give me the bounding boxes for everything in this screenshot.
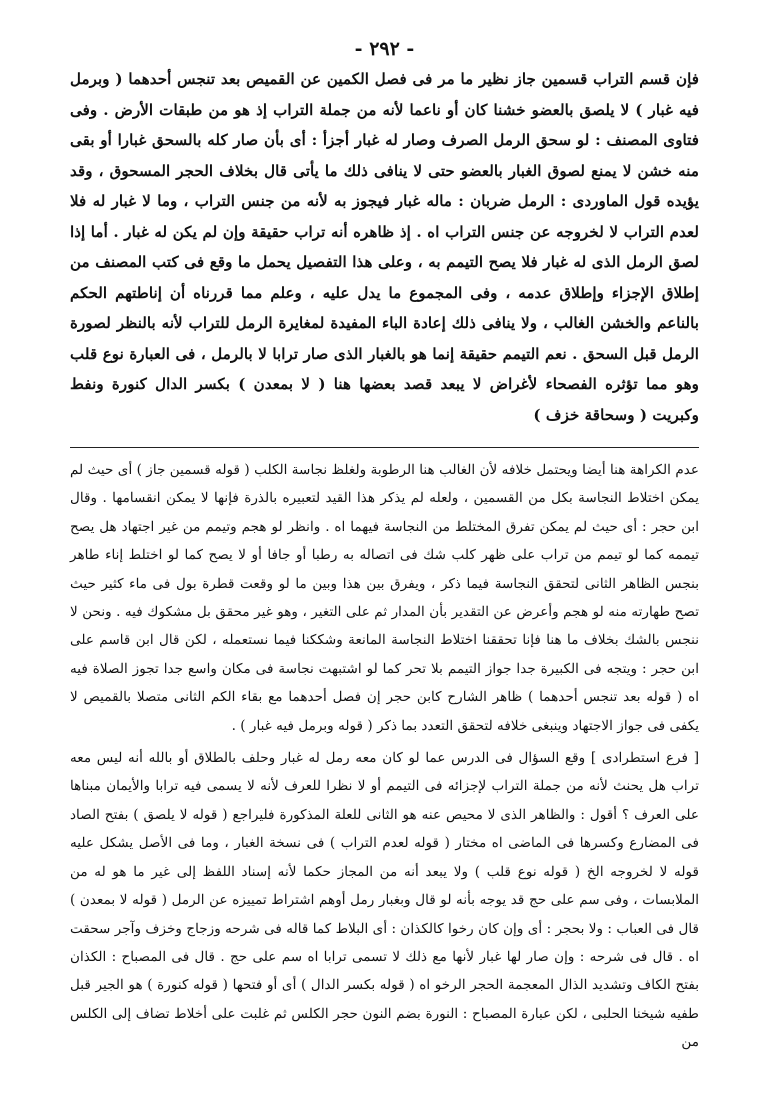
footnote-paragraph: [ فرع استطرادى ] وقع السؤال فى الدرس عما لو كان معه رمل له غبار وحلف بالطلاق أو بالله أنه ليس معه تراب هل يحنث لأنه من جملة التراب لإجزائه فى التيمم أو لا نظرا للعرف لأنه لا يسمى فيه ترابا والأيمان مبناها على العرف ؟ أقول : والظاهر الذى لا محيص عنه هو الثانى للعلة المذكورة فليراجع ( قوله لا يلصق ) بفتح الصاد فى المضارع وكسرها فى الماضى اه مختار ( قوله لعدم التراب ) فى نسخة الغبار ، وما فى الأصل يشكل عليه قوله لا لخروجه الخ ( قوله نوع قلب ) ولا يبعد أنه من المجاز حكما لأنه إسناد اللفظ إلى غير ما هو له من الملابسات ، وفى سم على حج قد يوجه بأنه لو قال وبغبار رمل أوهم اشتراط تمييزه عن الرمل ( قوله لا بمعدن ) قال فى العباب : ولا بحجر : أى وإن كان رخوا كالكذان : أى البلاط كما قاله فى شرحه وزجاج وخزف وآجر سحقت اه . قال فى شرحه : وإن صار لها غبار لأنها مع ذلك لا تسمى ترابا اه سم على حج . قال فى المصباح : الكذان بفتح الكاف وتشديد الذال المعجمة الحجر الرخو اه ( قوله بكسر الدال ) أى أو فتحها ( قوله كنورة ) هو الجير قبل طفيه شيخنا الحلبى ، لكن عبارة المصباح : النورة بضم النون حجر الكلس ثم غلبت على أخلاط تضاف إلى الكلس من [70,750,699,1051]
footnote-separator-rule [70,447,699,448]
footnote-paragraph: عدم الكراهة هنا أيضا ويحتمل خلافه لأن الغالب هنا الرطوبة ولغلظ نجاسة الكلب ( قوله قسمين جاز ) أى حيث لم يمكن اختلاط النجاسة بكل من القسمين ، ولعله لم يذكر هذا القيد لتعبيره بالذرة فإنها لا يمكن انقسامها . وقال ابن حجر : أى حيث لم يمكن تفرق المختلط من النجاسة فيهما اه . وانظر لو هجم وتيمم من غير اجتهاد هل يصح تيممه كما لو تيمم من تراب على ظهر كلب شك فى اتصاله به رطبا أو جافا أو لا يصح كما لو اختلط إناء طاهر بنجس الظاهر الثانى لتحقق النجاسة فيما ذكر ، ويفرق بين هذا وبين ما لو وقعت قطرة بول فى ماء كثير حيث تصح طهارته منه لو هجم وأعرض عن التقدير بأن المدار ثم على التغير ، وهو غير محقق بل مشكوك فيه . ونحن لا ننجس بالشك بخلاف ما هنا فإنا تحققنا اختلاط النجاسة المانعة وشككنا فيما نستعمله ، لكن قال ابن قاسم على ابن حجر : ويتجه فى الكبيرة جدا جواز التيمم بلا تحر كما لو اشتبهت نجاسة فى مكان واسع جدا تجوز الصلاة فيه اه ( قوله بعد تنجس أحدهما ) ظاهر الشارح كابن حجر إن فصل أحدهما مع بقاء الكم الثانى متصلا بالقميص لا يكفى فى جواز الاجتهاد وينبغى خلافه لتحقق التعدد بما ذكر ( قوله وبرمل فيه غبار ) . [70,462,699,734]
page-number: - ٢٩٢ - [354,38,415,60]
main-text-body [70,64,699,430]
footnotes-body [70,456,699,1057]
main-paragraph: فإن قسم التراب قسمين جاز نظير ما مر فى فصل الكمين عن القميص بعد تنجس أحدهما ( وبرمل فيه غبار ) لا يلصق بالعضو خشنا كان أو ناعما لأنه من جملة التراب إذ هو من طبقات الأرض . وفى فتاوى المصنف : لو سحق الرمل الصرف وصار له غبار أجزأ : أى بأن صار كله بالسحق غبارا أو بقى منه خشن لا يمنع لصوق الغبار بالعضو حتى لا ينافى ذلك ما يأتى قال بخلاف الحجر المسحوق ، وقد يؤيده قول الماوردى : الرمل ضربان : ماله غبار فيجوز به لأنه من جنس التراب ، وما لا غبار له فلا لعدم التراب لا لخروجه عن جنس التراب اه . إذ ظاهره أنه تراب حقيقة وإن لم يكن له غبار . أما إذا لصق الرمل الذى له غبار فلا يصح التيمم به ، وعلى هذا التفصيل يحمل ما وقع فى كتب المصنف من إطلاق الإجزاء وإطلاق عدمه ، وفى المجموع ما يدل عليه ، وعلم مما قررناه أن إناطتهم الحكم بالناعم والخشن الغالب ، ولا ينافى ذلك إعادة الباء المفيدة لمغايرة الرمل للتراب لأنه بالنظر لصورة الرمل قبل السحق . نعم التيمم حقيقة إنما هو بالغبار الذى صار ترابا لا بالرمل ، فى العبارة نوع قلب وهو مما تؤثره الفصحاء لأغراض لا يبعد قصد بعضها هنا ( لا بمعدن ) بكسر الدال كنورة ونفط وكبريت ( وسحاقة خزف ) [70,70,699,424]
